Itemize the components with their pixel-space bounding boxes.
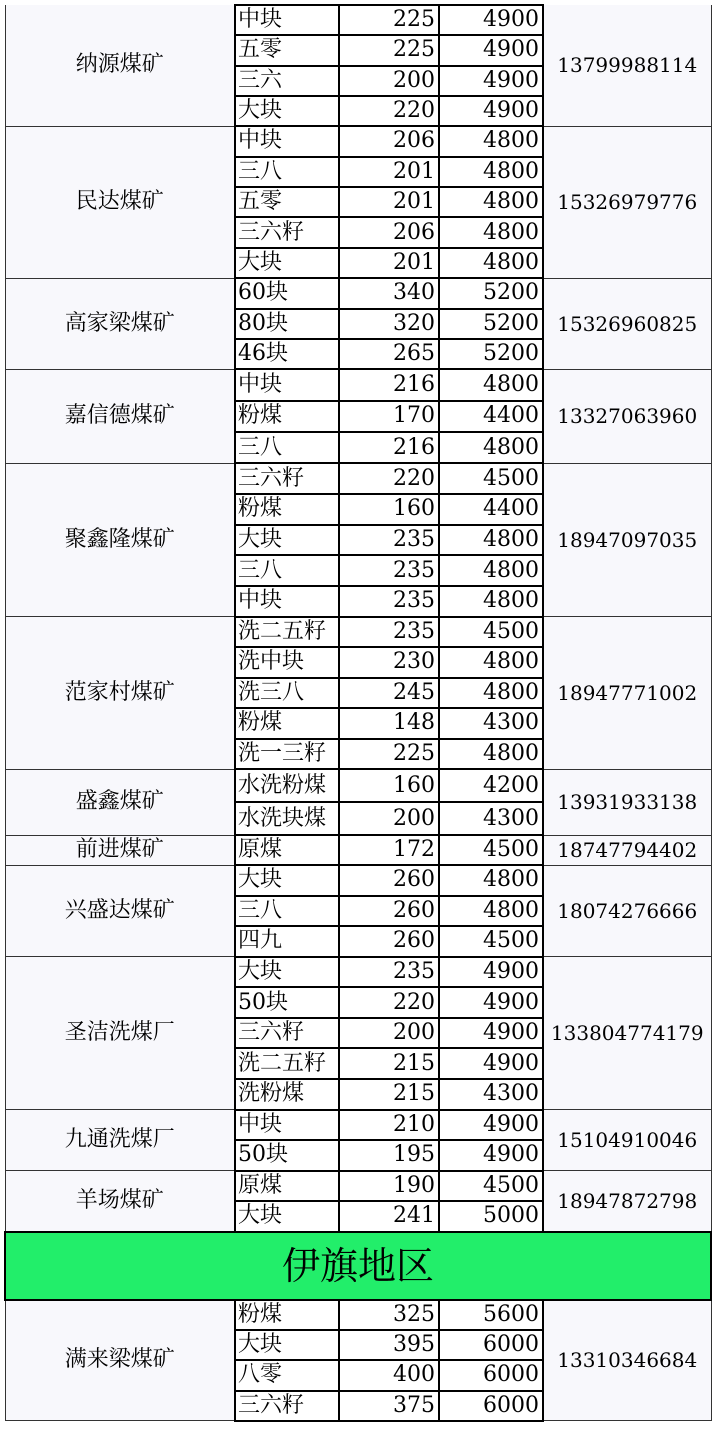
price-value: 325: [339, 1300, 439, 1330]
calorific-value: 4900: [439, 987, 543, 1018]
contact-phone: 13310346684: [543, 1300, 711, 1421]
table-row: [5, 865, 711, 896]
mine-name: 嘉信德煤矿: [5, 369, 235, 463]
table-row: [5, 835, 711, 865]
table-row: [5, 126, 711, 156]
calorific-value: 4800: [439, 896, 543, 927]
product-name: 洗粉煤: [235, 1079, 339, 1110]
product-name: 水洗粉煤: [235, 769, 339, 802]
mine-name: 满来梁煤矿: [5, 1300, 235, 1421]
calorific-value: 4900: [439, 96, 543, 126]
price-value: 320: [339, 309, 439, 339]
price-value: 225: [339, 5, 439, 35]
table-row: [5, 1110, 711, 1141]
mine-name: 高家梁煤矿: [5, 278, 235, 369]
product-name: 大块: [235, 525, 339, 556]
calorific-value: 4500: [439, 617, 543, 648]
price-value: 148: [339, 708, 439, 739]
product-name: 粉煤: [235, 1300, 339, 1330]
table-row: [5, 369, 711, 400]
contact-phone: 18947872798: [543, 1171, 711, 1232]
product-name: 中块: [235, 586, 339, 617]
price-value: 210: [339, 1110, 439, 1141]
calorific-value: 6000: [439, 1391, 543, 1421]
product-name: 50块: [235, 987, 339, 1018]
mine-name: 兴盛达煤矿: [5, 865, 235, 957]
product-name: 中块: [235, 369, 339, 400]
product-name: 三八: [235, 432, 339, 463]
calorific-value: 4800: [439, 678, 543, 709]
price-value: 200: [339, 802, 439, 835]
product-name: 中块: [235, 126, 339, 156]
product-name: 洗二五籽: [235, 617, 339, 648]
product-name: 五零: [235, 35, 339, 65]
product-name: 原煤: [235, 835, 339, 865]
mine-name: 盛鑫煤矿: [5, 769, 235, 835]
calorific-value: 4900: [439, 35, 543, 65]
calorific-value: 4900: [439, 1110, 543, 1141]
calorific-value: 4400: [439, 494, 543, 525]
price-value: 215: [339, 1079, 439, 1110]
contact-phone: 15104910046: [543, 1110, 711, 1171]
calorific-value: 4800: [439, 525, 543, 556]
calorific-value: 4800: [439, 369, 543, 400]
price-value: 235: [339, 525, 439, 556]
product-name: 粉煤: [235, 708, 339, 739]
calorific-value: 4900: [439, 1140, 543, 1171]
product-name: 四九: [235, 926, 339, 957]
product-name: 三八: [235, 896, 339, 927]
calorific-value: 4800: [439, 157, 543, 187]
table-row: [5, 1171, 711, 1202]
price-value: 160: [339, 769, 439, 802]
price-value: 201: [339, 157, 439, 187]
mine-name: 民达煤矿: [5, 126, 235, 278]
price-value: 200: [339, 1018, 439, 1049]
table-row: [5, 1300, 711, 1330]
contact-phone: 18947771002: [543, 617, 711, 770]
contact-phone: 18074276666: [543, 865, 711, 957]
price-value: 160: [339, 494, 439, 525]
contact-phone: 15326960825: [543, 278, 711, 369]
price-value: 170: [339, 401, 439, 432]
price-value: 235: [339, 586, 439, 617]
product-name: 洗二五籽: [235, 1048, 339, 1079]
price-value: 225: [339, 35, 439, 65]
product-name: 粉煤: [235, 494, 339, 525]
product-name: 大块: [235, 96, 339, 126]
table-row: [5, 617, 711, 648]
table-row: [5, 278, 711, 308]
product-name: 三六: [235, 66, 339, 96]
product-name: 大块: [235, 957, 339, 988]
calorific-value: 4800: [439, 647, 543, 678]
calorific-value: 4500: [439, 1171, 543, 1202]
calorific-value: 4800: [439, 187, 543, 217]
price-value: 260: [339, 896, 439, 927]
product-name: 洗一三籽: [235, 739, 339, 770]
mine-name: 范家村煤矿: [5, 617, 235, 770]
calorific-value: 4800: [439, 217, 543, 247]
calorific-value: 6000: [439, 1360, 543, 1390]
price-value: 265: [339, 339, 439, 369]
table-row: [5, 5, 711, 35]
product-name: 水洗块煤: [235, 802, 339, 835]
product-name: 原煤: [235, 1171, 339, 1202]
price-value: 235: [339, 957, 439, 988]
calorific-value: 5200: [439, 309, 543, 339]
price-value: 400: [339, 1360, 439, 1390]
product-name: 大块: [235, 1330, 339, 1360]
price-value: 235: [339, 555, 439, 586]
product-name: 洗三八: [235, 678, 339, 709]
price-value: 216: [339, 369, 439, 400]
price-value: 241: [339, 1201, 439, 1232]
calorific-value: 4900: [439, 5, 543, 35]
product-name: 大块: [235, 865, 339, 896]
product-name: 中块: [235, 1110, 339, 1141]
price-value: 245: [339, 678, 439, 709]
calorific-value: 5600: [439, 1300, 543, 1330]
contact-phone: 13931933138: [543, 769, 711, 835]
mine-name: 九通洗煤厂: [5, 1110, 235, 1171]
price-value: 220: [339, 463, 439, 494]
price-value: 206: [339, 217, 439, 247]
price-value: 215: [339, 1048, 439, 1079]
price-value: 201: [339, 248, 439, 278]
calorific-value: 4300: [439, 1079, 543, 1110]
section-header-row: [5, 1232, 711, 1300]
product-name: 三六籽: [235, 1018, 339, 1049]
calorific-value: 4900: [439, 1018, 543, 1049]
calorific-value: 4300: [439, 802, 543, 835]
product-name: 大块: [235, 1201, 339, 1232]
price-value: 235: [339, 617, 439, 648]
product-name: 三六籽: [235, 463, 339, 494]
mine-name: 纳源煤矿: [5, 5, 235, 126]
contact-phone: 15326979776: [543, 126, 711, 278]
calorific-value: 6000: [439, 1330, 543, 1360]
calorific-value: 4500: [439, 835, 543, 865]
mine-name: 前进煤矿: [5, 835, 235, 865]
product-name: 八零: [235, 1360, 339, 1390]
price-value: 200: [339, 66, 439, 96]
price-value: 260: [339, 926, 439, 957]
product-name: 三六籽: [235, 217, 339, 247]
price-value: 190: [339, 1171, 439, 1202]
contact-phone: 13799988114: [543, 5, 711, 126]
price-value: 172: [339, 835, 439, 865]
product-name: 三六籽: [235, 1391, 339, 1421]
price-value: 260: [339, 865, 439, 896]
calorific-value: 4800: [439, 555, 543, 586]
mine-name: 聚鑫隆煤矿: [5, 463, 235, 616]
price-value: 220: [339, 96, 439, 126]
calorific-value: 4900: [439, 66, 543, 96]
mine-name: 羊场煤矿: [5, 1171, 235, 1232]
calorific-value: 5200: [439, 339, 543, 369]
product-name: 60块: [235, 278, 339, 308]
section-header: 伊旗地区: [5, 1232, 711, 1300]
product-name: 三八: [235, 157, 339, 187]
calorific-value: 4500: [439, 926, 543, 957]
price-value: 201: [339, 187, 439, 217]
calorific-value: 4800: [439, 432, 543, 463]
calorific-value: 4900: [439, 1048, 543, 1079]
product-name: 中块: [235, 5, 339, 35]
price-value: 340: [339, 278, 439, 308]
product-name: 46块: [235, 339, 339, 369]
calorific-value: 4300: [439, 708, 543, 739]
product-name: 粉煤: [235, 401, 339, 432]
table-row: [5, 957, 711, 988]
price-value: 195: [339, 1140, 439, 1171]
price-value: 206: [339, 126, 439, 156]
calorific-value: 5000: [439, 1201, 543, 1232]
price-value: 395: [339, 1330, 439, 1360]
price-value: 216: [339, 432, 439, 463]
calorific-value: 4800: [439, 126, 543, 156]
calorific-value: 4800: [439, 739, 543, 770]
contact-phone: 18747794402: [543, 835, 711, 865]
contact-phone: 18947097035: [543, 463, 711, 616]
coal-price-table: [4, 4, 712, 1422]
calorific-value: 4400: [439, 401, 543, 432]
table-row: [5, 463, 711, 494]
product-name: 五零: [235, 187, 339, 217]
price-value: 225: [339, 739, 439, 770]
product-name: 80块: [235, 309, 339, 339]
price-value: 230: [339, 647, 439, 678]
price-value: 375: [339, 1391, 439, 1421]
calorific-value: 4800: [439, 248, 543, 278]
product-name: 大块: [235, 248, 339, 278]
calorific-value: 4900: [439, 957, 543, 988]
calorific-value: 4800: [439, 865, 543, 896]
mine-name: 圣洁洗煤厂: [5, 957, 235, 1110]
calorific-value: 4500: [439, 463, 543, 494]
contact-phone: 133804774179: [543, 957, 711, 1110]
contact-phone: 13327063960: [543, 369, 711, 463]
calorific-value: 4800: [439, 586, 543, 617]
calorific-value: 5200: [439, 278, 543, 308]
product-name: 洗中块: [235, 647, 339, 678]
calorific-value: 4200: [439, 769, 543, 802]
product-name: 三八: [235, 555, 339, 586]
table-row: [5, 769, 711, 802]
price-value: 220: [339, 987, 439, 1018]
product-name: 50块: [235, 1140, 339, 1171]
